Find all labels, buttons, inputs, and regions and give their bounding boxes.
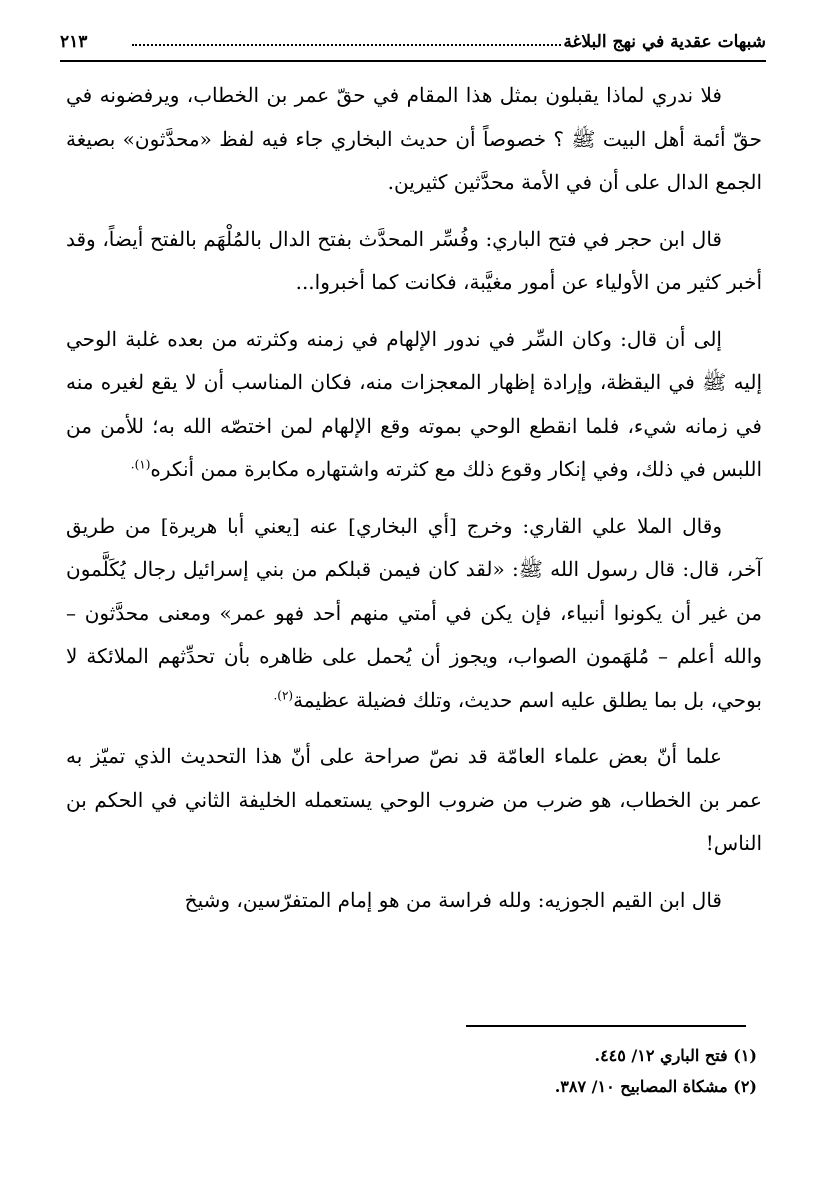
paragraph: قال ابن القيم الجوزيه: ولله فراسة من هو إمام المتفرّسين، وشيخ [184, 887, 722, 912]
leader-dots [132, 44, 561, 46]
paragraph: قال ابن حجر في فتح الباري: وفُسِّر المحدَّث بفتح الدال بالمُلْهَم بالفتح أيضاً، وقد أخبر كثير من الأولياء عن أمور مغيَّبة، فكانت كما أخبروا... [66, 226, 762, 294]
body-text [66, 74, 762, 935]
page-number: ٢١٣ [60, 32, 88, 52]
paragraph: إلى أن قال: وكان السِّر في ندور الإلهام في زمنه وكثرته من بعده غلبة الوحي إليه ﷺ في اليقظة، وإرادة إظهار المعجزات منه، فكان المناسب أن لا يقع لغيره منه في زمانه شيء، فلما انقطع الوحي بموته وقع الإلهام لمن اختصّه الله به؛ للأمن من اللبس في ذلك، وفي إنكار وقوع ذلك مع كثرته واشتهاره مكابرة ممن أنكره$^{(١).}$ [66, 326, 762, 481]
footnote: (٢) مشكاة المصابيح ١٠/ ٣٨٧. [554, 1077, 757, 1096]
paragraph: وقال الملا علي القاري: وخرج [أي البخاري] عنه [يعني أبا هريرة] من طريق آخر، قال: قال رسول الله ﷺ: «لقد كان فيمن قبلكم من بني إسرائيل رجال يُكَلَّمون من غير أن يكونوا أنبياء، فإن يكن في أمتي منهم أحد فهو عمر» ومعنى محدَّثون – والله أعلم – مُلهَمون الصواب، ويجوز أن يُحمل على ظاهره بأن تحدِّثهم الملائكة لا بوحي، بل بما يطلق عليه اسم حديث، وتلك فضيلة عظيمة$^{(٢).}$ [66, 513, 762, 712]
footnote-ref: (٢). [273, 687, 294, 702]
footnotes [357, 1040, 757, 1102]
footnote-divider [466, 1025, 746, 1027]
footnote: (١) فتح الباري ١٢/ ٤٤٥. [594, 1046, 757, 1065]
paragraph: فلا ندري لماذا يقبلون بمثل هذا المقام في حقّ عمر بن الخطاب، ويرفضونه في حقّ أئمة أهل البيت ﷺ ؟ خصوصاً أن حديث البخاري جاء فيه لفظ «محدَّثون» بصيغة الجمع الدال على أن في الأمة محدَّثين كثيرين. [66, 83, 762, 194]
footnote-ref: (١). [130, 457, 151, 472]
running-title: شبهات عقدية في نهج البلاغة [563, 32, 766, 52]
running-header [60, 28, 766, 62]
paragraph: علما أنّ بعض علماء العامّة قد نصّ صراحة على أنّ هذا التحديث الذي تميّز به عمر بن الخطاب، هو ضرب من ضروب الوحي يستعمله الخليفة الثاني في الحكم بن الناس! [66, 744, 762, 855]
